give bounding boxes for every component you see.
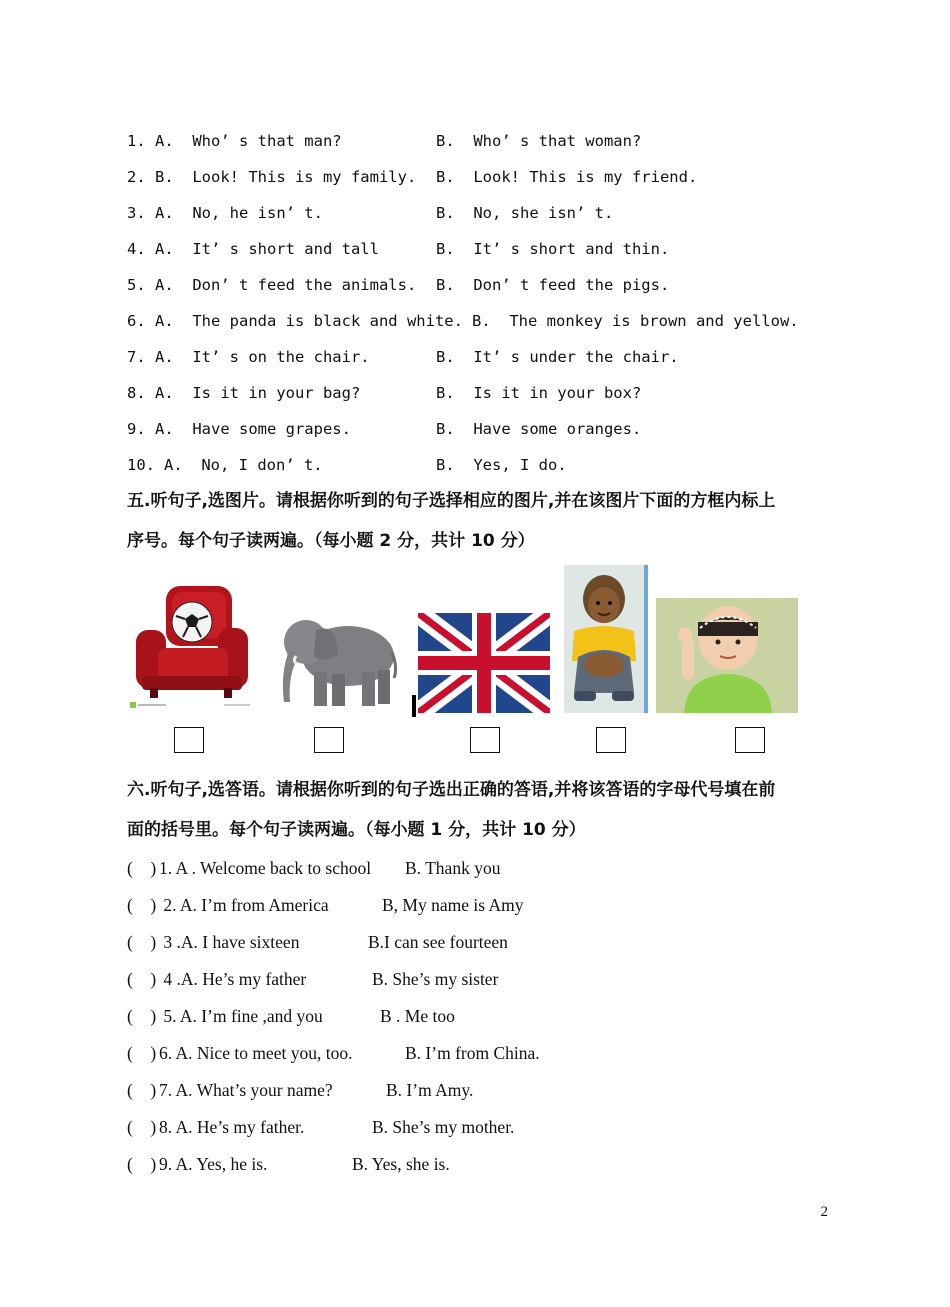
answer-paren-2[interactable]: ( ) [127,895,157,915]
s6-item-2-option-a: 2. A. I’m from America [159,895,329,915]
section5-title-line1: 五.听句子,选图片。请根据你听到的句子选择相应的图片,并在该图片下面的方框内标上 [127,491,776,511]
armchair-icon [128,584,254,712]
s6-item-3-option-a: 3 .A. I have sixteen [159,932,300,952]
boy-sitting-icon [564,565,648,713]
answer-box-4[interactable] [596,727,626,753]
item-6-option-b: B. The monkey is brown and yellow. [472,312,799,330]
s6-item-2-option-b: B, My name is Amy [382,895,524,915]
union-jack-flag-picture [418,613,550,713]
s6-item-5-option-a: 5. A. I’m fine ,and you [159,1006,323,1026]
s6-item-9-option-a: 9. A. Yes, he is. [159,1154,268,1174]
elephant-picture [276,612,400,712]
item-8-number: 8. [127,384,146,402]
s6-item-6-option-a: 6. A. Nice to meet you, too. [159,1043,353,1063]
answer-paren-9[interactable]: ( ) [127,1154,157,1174]
elephant-icon [276,612,400,712]
answer-box-2[interactable] [314,727,344,753]
s6-item-7-option-b: B. I’m Amy. [386,1080,474,1100]
sitting-boy-picture [564,565,648,713]
item-7-number: 7. [127,348,146,366]
answer-paren-3[interactable]: ( ) [127,932,157,952]
s6-item-6-option-b: B. I’m from China. [405,1043,540,1063]
section6-title-line1: 六.听句子,选答语。请根据你听到的句子选出正确的答语,并将该答语的字母代号填在前 [127,780,776,800]
item-10-number: 10. [127,456,155,474]
item-10-option-a: A. No, I don’ t. [164,456,323,474]
section5-title-line2: 序号。每个句子读两遍。（每小题 2 分，共计 10 分） [127,531,535,551]
answer-paren-4[interactable]: ( ) [127,969,157,989]
item-4-number: 4. [127,240,146,258]
item-1-option-a: A. Who’ s that man? [155,132,342,150]
item-5-option-b: B. Don’ t feed the pigs. [436,276,670,294]
item-6-number: 6. [127,312,146,330]
item-9-option-b: B. Have some oranges. [436,420,642,438]
s6-item-8-option-a: 8. A. He’s my father. [159,1117,305,1137]
armchair-football-picture [128,584,254,712]
s6-item-3-option-b: B.I can see fourteen [368,932,508,952]
s6-item-1-option-b: B. Thank you [405,858,501,878]
s6-item-9-option-b: B. Yes, she is. [352,1154,450,1174]
item-4-option-b: B. It’ s short and thin. [436,240,670,258]
item-8-option-b: B. Is it in your box? [436,384,642,402]
item-8-option-a: A. Is it in your bag? [155,384,361,402]
item-2-option-b: B. Look! This is my friend. [436,168,698,186]
s6-item-5-option-b: B . Me too [380,1006,455,1026]
item-7-option-a: A. It’ s on the chair. [155,348,370,366]
divider-mark [412,695,416,717]
answer-paren-7[interactable]: ( ) [127,1080,157,1100]
item-3-number: 3. [127,204,146,222]
item-5-number: 5. [127,276,146,294]
answer-paren-5[interactable]: ( ) [127,1006,157,1026]
answer-box-1[interactable] [174,727,204,753]
s6-item-4-option-b: B. She’s my sister [372,969,499,989]
answer-box-5[interactable] [735,727,765,753]
item-2-number: 2. [127,168,146,186]
s6-item-8-option-b: B. She’s my mother. [372,1117,515,1137]
item-5-option-a: A. Don’ t feed the animals. [155,276,417,294]
item-9-number: 9. [127,420,146,438]
item-6-option-a: A. The panda is black and white. [155,312,463,330]
item-3-option-a: A. No, he isn’ t. [155,204,323,222]
s6-item-1-option-a: 1. A . Welcome back to school [159,858,372,878]
section6-title-line2: 面的括号里。每个句子读两遍。（每小题 1 分，共计 10 分） [127,820,586,840]
boy-head-icon [656,598,798,713]
item-1-number: 1. [127,132,146,150]
item-7-option-b: B. It’ s under the chair. [436,348,679,366]
flag-icon [418,613,550,713]
answer-paren-1[interactable]: ( ) [127,858,157,878]
s6-item-4-option-a: 4 .A. He’s my father [159,969,307,989]
item-9-option-a: A. Have some grapes. [155,420,351,438]
item-3-option-b: B. No, she isn’ t. [436,204,614,222]
answer-box-3[interactable] [470,727,500,753]
item-1-option-b: B. Who’ s that woman? [436,132,642,150]
item-4-option-a: A. It’ s short and tall [155,240,379,258]
page-number: 2 [820,1204,828,1220]
boy-pointing-head-picture [656,598,798,713]
answer-paren-8[interactable]: ( ) [127,1117,157,1137]
item-2-option-a: B. Look! This is my family. [155,168,417,186]
item-10-option-b: B. Yes, I do. [436,456,567,474]
answer-paren-6[interactable]: ( ) [127,1043,157,1063]
s6-item-7-option-a: 7. A. What’s your name? [159,1080,333,1100]
